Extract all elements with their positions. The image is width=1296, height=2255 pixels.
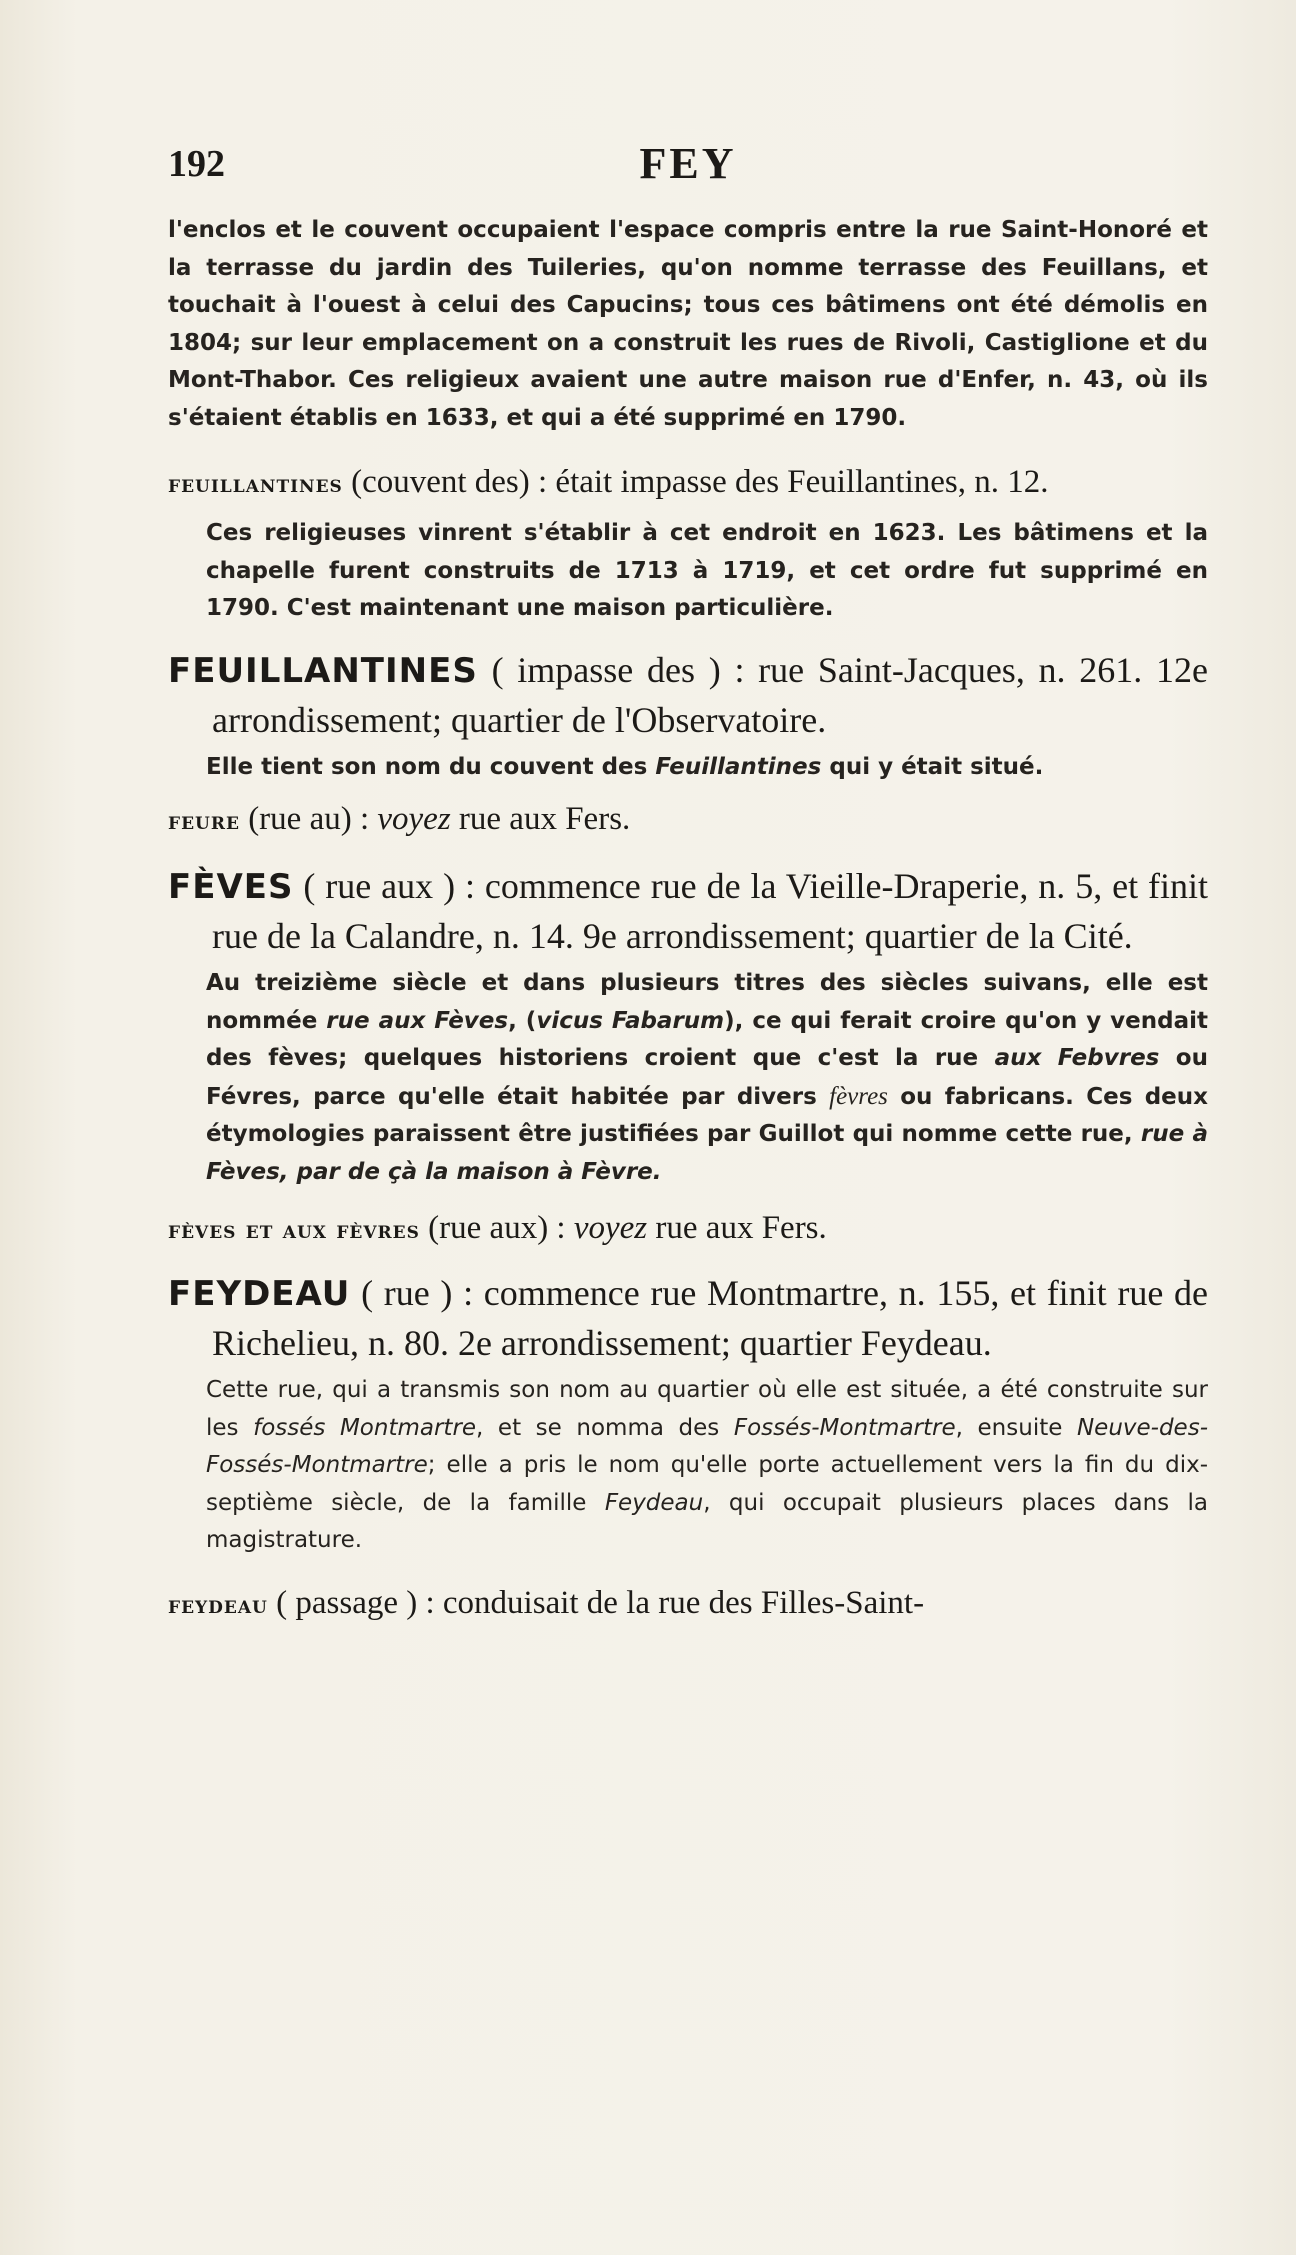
intro-paragraph: l'enclos et le couvent occupaient l'espace compris entre la rue Saint-Honoré et la terrasse du jardin des Tuileries, qu'on nomme terrasse des Feuillans, et touchait à l'ouest à celui des Capucins; tous ces bâtimens ont été démolis en 1804; sur leur emplacement on a construit les rues de Rivoli, Castiglione et du Mont-Thabor. Ces religieux avaient une autre maison rue d'Enfer, n. 43, où ils s'étaient établis en 1633, et qui a été supprimé en 1790. [168,217,1208,431]
entry-text: ( rue ) : commence rue Montmartre, n. 155, et finit rue de Richelieu, n. 80. 2e arrondissement; quartier Feydeau. [212,1273,1208,1363]
note-italic: Feydeau [604,1489,704,1516]
entry-heading [168,459,1208,507]
entry-feves-et-aux-fevres [168,1205,1208,1253]
note-text: ; elle a pris le nom qu'elle porte actuellement vers la fin du dix-septième siècle, de la famille [206,1452,1208,1516]
note-italic: aux Febvres [994,1045,1160,1071]
entry-feuillantines-impasse [168,646,1208,787]
entry-note: Ces religieuses vinrent s'établir à cet endroit en 1623. Les bâtimens et la chapelle furent construits de 1713 à 1719, et cet ordre fut supprimé en 1790. C'est maintenant une maison particulière. [206,520,1208,621]
entry-text: rue aux Fers. [450,801,631,837]
note-text: ), ce qui ferait croire qu'on y vendait des fèves; quelques historiens croient que c'est la rue [206,1007,1208,1071]
entry-text: ( rue aux ) : commence rue de la Vieille-Draperie, n. 5, et finit rue de la Calandre, n. 14. 9e arrondissement; quartier de la Cité. [212,866,1209,956]
entry-heading [168,1205,1208,1253]
note-text: , ( [508,1007,537,1034]
entry-text: (rue aux) : [428,1210,574,1246]
entry-text: (couvent des) : était impasse des Feuillantines, n. 12. [351,464,1049,500]
page-number: 192 [168,143,225,185]
entry-note [168,749,1208,787]
entry-text: rue aux Fers. [647,1210,827,1246]
entry-note [168,1372,1208,1560]
note-italic: vicus Fabarum [536,1007,725,1034]
entry-italic: voyez [377,801,451,837]
note-italic: Feuillantines [655,753,822,780]
entry-text: (rue au) : [248,801,378,837]
note-text: Elle tient son nom du couvent des [206,753,656,780]
note-text: ou fabricans. Ces deux étymologies paraissent être justifiées par Guillot qui nomme cette rue, [206,1083,1208,1147]
note-text: Au treizième siècle et dans plusieurs titres des siècles suivans, elle est nommée [206,970,1208,1034]
entry-text: ( impasse des ) : rue Saint-Jacques, n. 261. 12e arrondissement; quartier de l'Observatoire. [212,649,1208,740]
entry-keyword: feuillantines [168,469,343,498]
page-body [168,212,1208,1628]
note-text: ou Févres, parce qu'elle était habitée par divers [206,1045,1208,1110]
note-italic: fèvres [829,1082,888,1110]
entry-feydeau-rue [168,1269,1208,1560]
entry-note [168,965,1208,1191]
note-italic: fossés Montmartre [253,1414,477,1441]
note-text: Cette rue, qui a transmis son nom au quartier où elle est située, a été construite sur les [206,1377,1208,1441]
entry-keyword: FÈVES [168,867,294,907]
note-text: qui y était situé. [821,753,1044,780]
entry-feves [168,862,1208,1191]
entry-keyword: feydeau [168,1589,268,1619]
entry-italic: voyez [573,1210,648,1246]
entry-keyword: FEYDEAU [168,1274,351,1314]
page-header [168,139,1208,192]
entry-keyword: FEUILLANTINES [168,650,478,691]
entry-heading [168,646,1208,745]
note-italic: rue aux Fèves [326,1007,509,1034]
note-text: , ensuite [955,1414,1077,1441]
entry-feydeau-passage [168,1580,1208,1628]
note-text: , qui occupait plusieurs places dans la magistrature. [206,1489,1209,1553]
entry-keyword: fèves et aux fèvres [168,1215,420,1244]
entry-text: ( passage ) : conduisait de la rue des Filles-Saint- [276,1584,925,1621]
entry-feuillantines-couvent [168,459,1208,628]
note-italic: rue à Fèves, par de çà la maison à Fèvre. [206,1121,1208,1185]
entry-heading [168,796,1208,844]
note-italic: Neuve-des-Fossés-Montmartre [206,1414,1208,1478]
entry-heading [168,1580,1208,1628]
note-italic: Fossés-Montmartre [733,1414,956,1441]
entry-heading [168,1269,1208,1368]
entry-keyword: feure [168,806,240,835]
note-text: , et se nomma des [476,1414,734,1441]
entry-heading [168,862,1208,961]
running-head: FEY [639,139,737,188]
entry-feure [168,796,1208,844]
